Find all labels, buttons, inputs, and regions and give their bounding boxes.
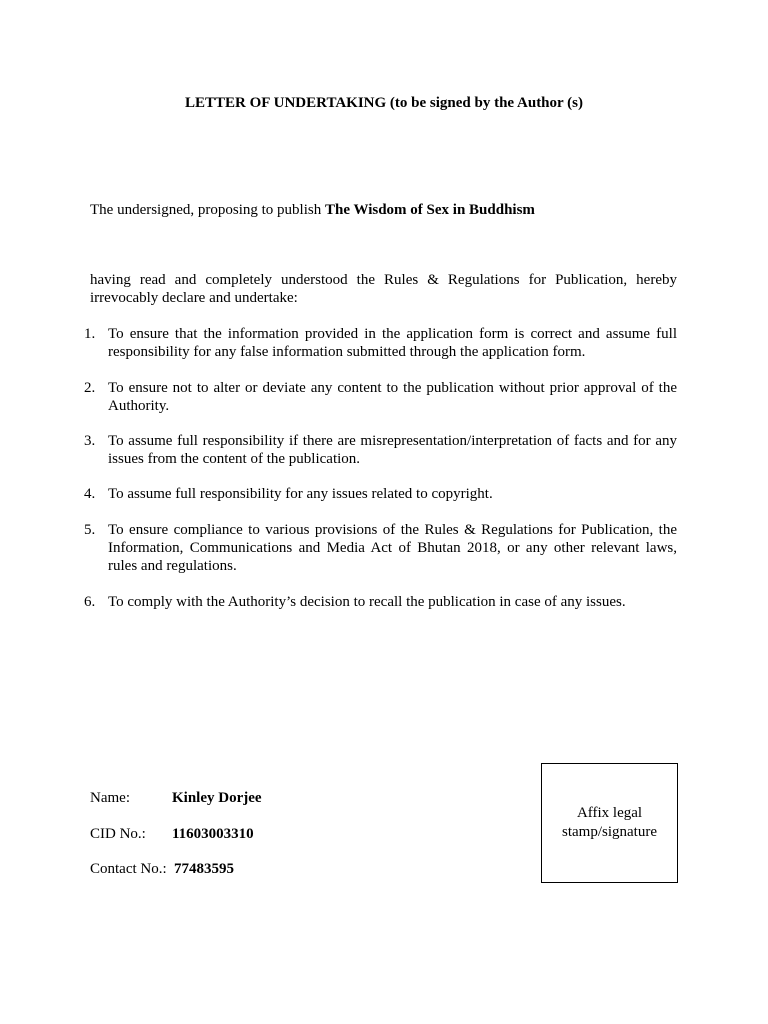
name-value: Kinley Dorjee	[172, 790, 262, 806]
declaration-paragraph: having read and completely understood the Rules & Regulations for Publication, hereby irrevocably declare and undertake:	[90, 272, 677, 306]
list-item	[84, 379, 677, 415]
contact-field	[90, 859, 234, 879]
contact-value: 77483595	[174, 861, 234, 877]
book-title: The Wisdom of Sex in Buddhism	[324, 202, 535, 218]
list-item-text: To comply with the Authority’s decision to recall the publication in case of any issues.	[108, 594, 626, 610]
list-item	[84, 485, 677, 503]
list-item	[84, 432, 677, 468]
list-item-number: 5.	[84, 522, 96, 538]
list-item	[84, 593, 677, 611]
cid-label: CID No.:	[90, 826, 146, 842]
document-title: LETTER OF UNDERTAKING (to be signed by the Author (s)	[185, 95, 583, 111]
stamp-signature-box	[541, 763, 678, 883]
cid-value: 11603003310	[172, 826, 254, 842]
intro-line	[90, 200, 535, 220]
intro-prefix: The undersigned, proposing to publish	[90, 202, 325, 218]
cid-field	[90, 824, 254, 844]
undertaking-list	[84, 325, 677, 611]
contact-label: Contact No.:	[90, 861, 167, 877]
list-item-number: 3.	[84, 433, 96, 449]
list-item-text: To assume full responsibility for any issues related to copyright.	[108, 486, 493, 502]
list-item	[84, 325, 677, 361]
list-item-text: To ensure not to alter or deviate any content to the publication without prior approval of the Authority.	[108, 380, 677, 414]
name-field	[90, 788, 262, 808]
list-item-text: To ensure that the information provided in the application form is correct and assume full responsibility for any false information submitted through the application form.	[108, 326, 677, 360]
list-item-text: To ensure compliance to various provisions of the Rules & Regulations for Publication, the Information, Communications and Media Act of Bhutan 2018, or any other relevant laws, rules and regulations.	[108, 522, 677, 574]
list-item-number: 4.	[84, 486, 96, 502]
list-item	[84, 521, 677, 575]
list-item-number: 1.	[84, 326, 96, 342]
stamp-box-label: Affix legal stamp/signature	[562, 805, 657, 840]
list-item-number: 6.	[84, 594, 96, 610]
list-item-text: To assume full responsibility if there are misrepresentation/interpretation of facts and for any issues from the content of the publication.	[108, 433, 677, 467]
list-item-number: 2.	[84, 380, 96, 396]
name-label: Name:	[90, 790, 130, 806]
